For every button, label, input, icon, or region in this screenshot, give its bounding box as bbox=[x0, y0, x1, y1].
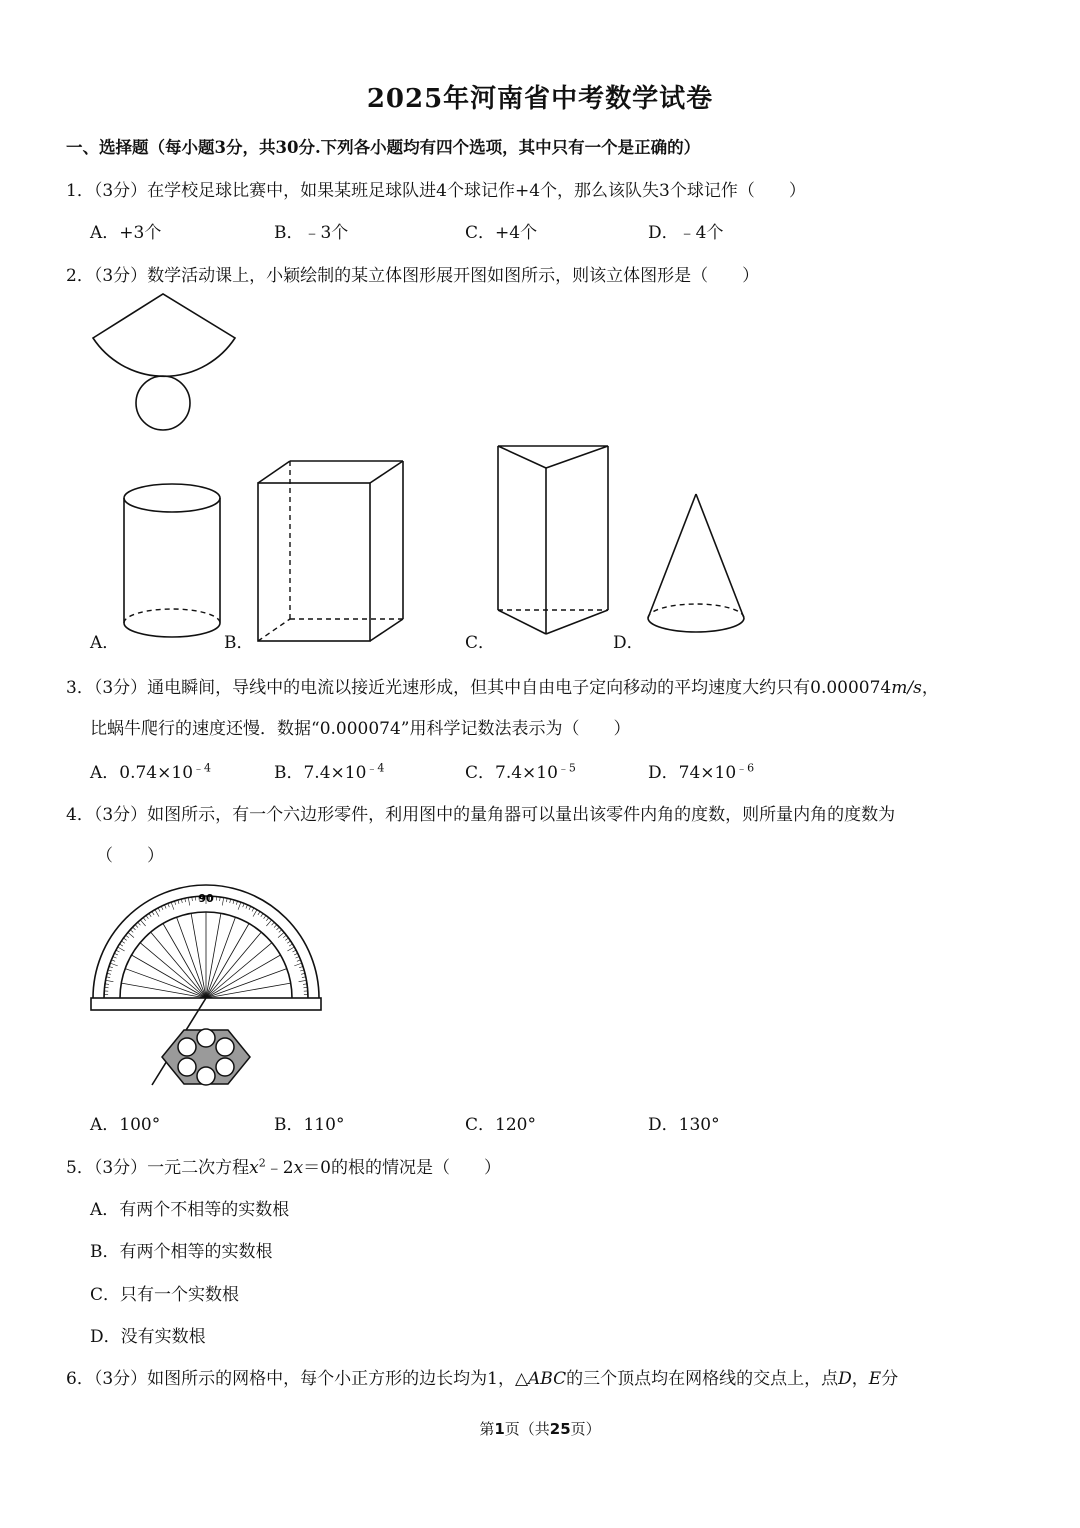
q3-option-d: D．$74\times 10^{﹣6}$ bbox=[648, 761, 755, 783]
q1-option-a: A．+3个 bbox=[90, 223, 162, 243]
velocity-unit: m/s bbox=[891, 678, 922, 698]
q2-option-a: A． bbox=[90, 633, 120, 653]
page-title: 2025年河南省中考数学试卷 bbox=[366, 84, 714, 114]
question-3-stem-line2: 比蜗牛爬行的速度还慢．数据“0.000074”用科学记数法表示为（ ） bbox=[90, 719, 631, 739]
q1-option-b: B．﹣3个 bbox=[274, 223, 349, 243]
cylinder-figure bbox=[115, 480, 230, 650]
question-2-stem: 2．（3分）数学活动课上，小颖绘制的某立体图形展开图如图所示，则该立体图形是（ ） bbox=[66, 266, 760, 286]
q1-option-c: C．+4个 bbox=[465, 223, 538, 243]
net-figure bbox=[85, 290, 255, 438]
protractor-90-label: 90 bbox=[198, 892, 214, 905]
question-6-stem: 6．（3分）如图所示的网格中，每个小正方形的边长均为1，△ABC的三个顶点均在网格线的交点上，点D，E分 bbox=[66, 1369, 899, 1389]
cone-figure bbox=[640, 488, 750, 648]
question-1-stem: 1．（3分）在学校足球比赛中，如果某班足球队进4个球记作+4个，那么该队失3个球记作（ ） bbox=[66, 181, 806, 201]
q4-option-c: C．120° bbox=[465, 1115, 536, 1135]
q2-option-b: B． bbox=[224, 633, 254, 653]
page-footer: 第1页（共25页） bbox=[479, 1420, 601, 1438]
q5-option-d: D．没有实数根 bbox=[90, 1327, 206, 1347]
q3-option-a: A．$0.74\times 10^{﹣4}$ bbox=[90, 761, 212, 783]
question-5-stem: 5．（3分）一元二次方程$x^2﹣2x=0$的根的情况是（ ） bbox=[66, 1156, 501, 1178]
question-3-stem-line1: 3．（3分）通电瞬间，导线中的电流以接近光速形成，但其中自由电子定向移动的平均速度大约只有0.000074m/s， bbox=[66, 678, 939, 698]
section-heading: 一、选择题（每小题3分，共30分.下列各小题均有四个选项，其中只有一个是正确的） bbox=[66, 138, 701, 157]
q4-option-b: B．110° bbox=[274, 1115, 345, 1135]
q5-option-c: C．只有一个实数根 bbox=[90, 1285, 240, 1305]
cuboid-figure bbox=[250, 455, 415, 650]
q2-option-d: D． bbox=[613, 633, 644, 653]
q5-option-b: B．有两个相等的实数根 bbox=[90, 1242, 273, 1262]
q5-option-a: A．有两个不相等的实数根 bbox=[90, 1200, 290, 1220]
question-4-stem-line2: （ ） bbox=[96, 846, 164, 866]
triangular-prism-figure bbox=[490, 440, 615, 645]
q4-option-a: A．100° bbox=[90, 1115, 161, 1135]
q3-option-c: C．$7.4\times 10^{﹣5}$ bbox=[465, 761, 576, 783]
q1-option-d: D．﹣4个 bbox=[648, 223, 724, 243]
q3-option-b: B．$7.4\times 10^{﹣4}$ bbox=[274, 761, 385, 783]
protractor-figure bbox=[90, 880, 325, 1090]
question-4-stem-line1: 4．（3分）如图所示，有一个六边形零件，利用图中的量角器可以量出该零件内角的度数，则所量内角的度数为 bbox=[66, 805, 896, 825]
q2-option-c: C． bbox=[465, 633, 496, 653]
q4-option-d: D．130° bbox=[648, 1115, 720, 1135]
